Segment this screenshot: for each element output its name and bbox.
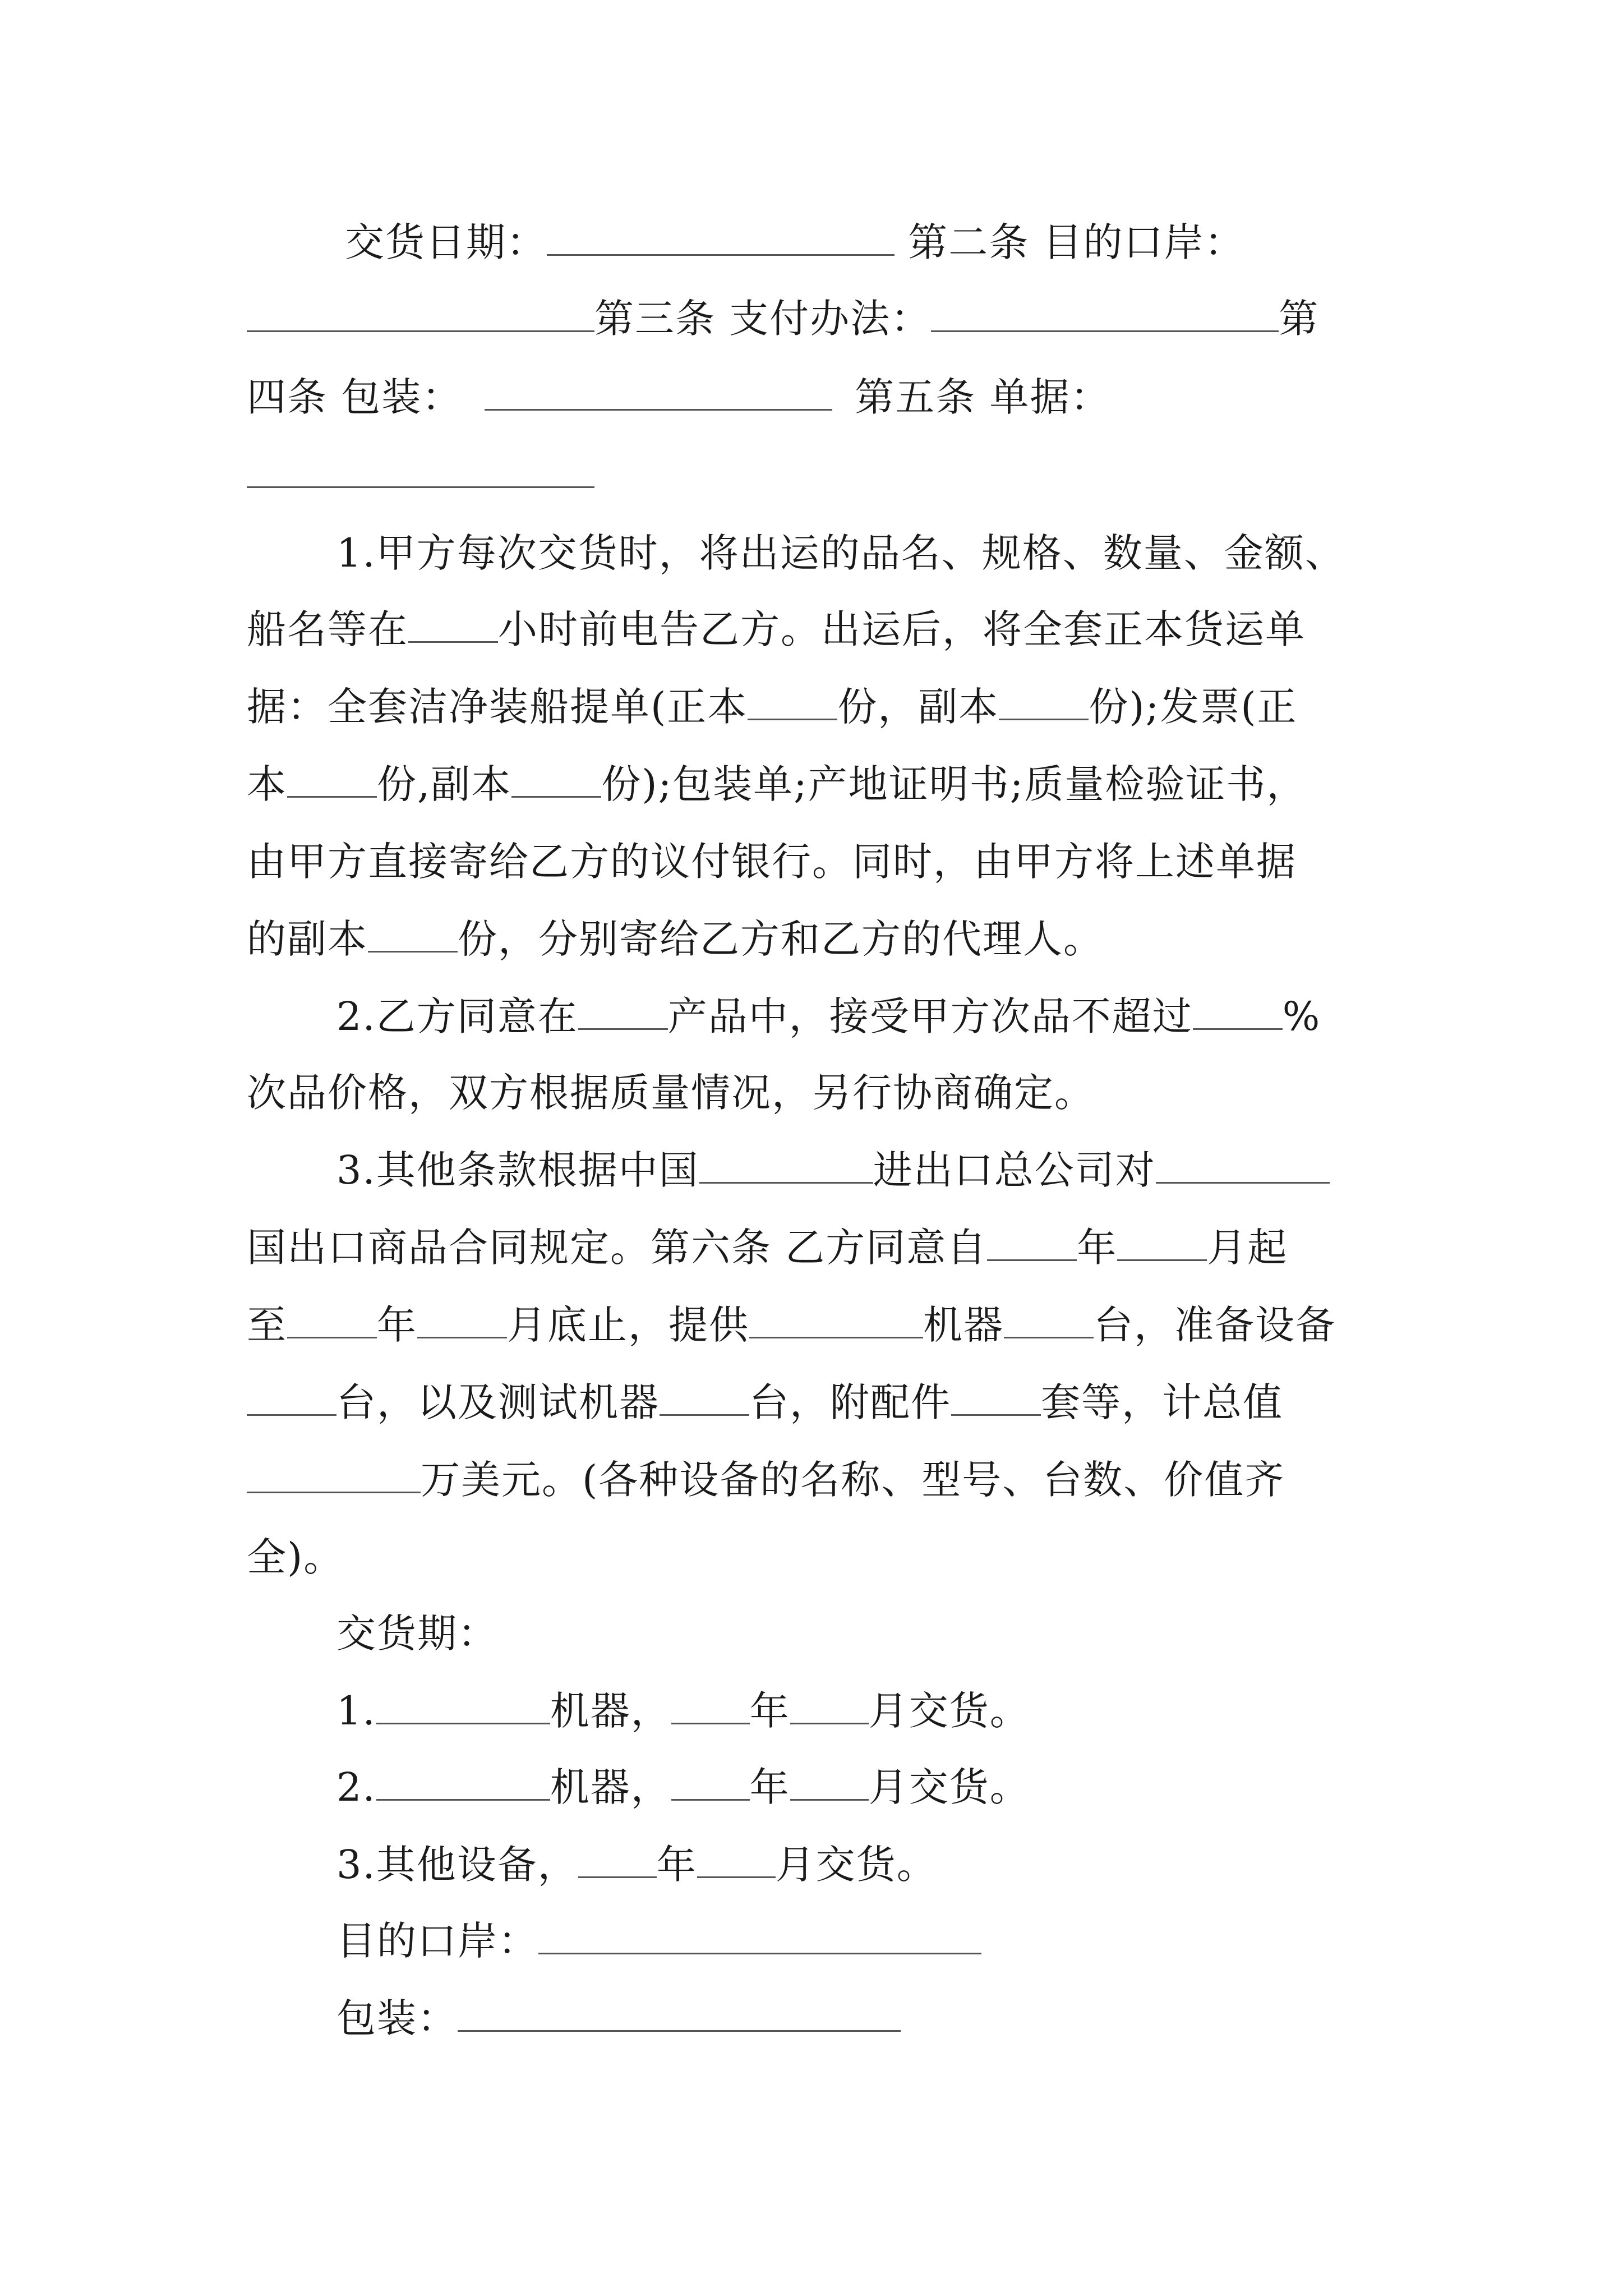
clause1-text-3b: 份，副本 [837, 684, 999, 730]
start-year-blank[interactable] [987, 1226, 1077, 1261]
clause1-line-3 [247, 681, 1385, 733]
article5-documents-label: 第五条 单据： [855, 374, 1111, 420]
article3-payment-label: 第三条 支付办法： [594, 296, 932, 342]
clause1-line-1 [336, 527, 1385, 579]
documents-blank[interactable] [247, 453, 594, 488]
clause1-text-4a: 本 [247, 761, 287, 807]
clause1-text-2b: 小时前电告乙方。出运后，将全套正本货运单 [498, 606, 1306, 652]
delivery-date-label: 交货日期： [345, 219, 547, 265]
packing-line [336, 1993, 1385, 2044]
destination-port-line [336, 1915, 1385, 1967]
clause1-text-5: 由甲方直接寄给乙方的议付银行。同时，由甲方将上述单据 [247, 839, 1297, 885]
test-machine-blank[interactable] [660, 1381, 749, 1416]
delivery-title: 交货期： [336, 1611, 498, 1657]
port-blank[interactable] [247, 297, 594, 332]
delivery-item-3-month: 月交货。 [775, 1842, 937, 1888]
delivery-item-1-num: 1. [336, 1688, 376, 1734]
machine-type-blank[interactable] [749, 1303, 923, 1338]
packing-label: 包装： [336, 1995, 458, 2041]
delivery-item-2-text: 机器， [550, 1764, 671, 1810]
delivery-1-machine-blank[interactable] [376, 1689, 550, 1724]
clause3-text-2a: 国出口商品合同规定。第六条 乙方同意自 [247, 1225, 988, 1271]
clause3-line-4 [247, 1377, 1385, 1428]
delivery-2-year-blank[interactable] [671, 1765, 750, 1801]
clause3-line-5 [247, 1454, 1385, 1506]
header-line-2 [247, 293, 1385, 344]
clause2-text-2: 次品价格，双方根据质量情况，另行协商确定。 [247, 1070, 1095, 1116]
payment-blank[interactable] [931, 297, 1279, 332]
packing-blank[interactable] [485, 375, 832, 411]
clause1-line-5 [247, 836, 1385, 887]
percent-sign: % [1282, 993, 1321, 1039]
delivery-2-machine-blank[interactable] [376, 1765, 550, 1801]
clause3-text-6: 全)。 [247, 1534, 344, 1580]
machine-count-blank[interactable] [1004, 1303, 1094, 1338]
clause1-text-6a: 的副本 [247, 916, 368, 962]
bl-original-blank[interactable] [748, 685, 837, 720]
defect-percent-blank[interactable] [1193, 995, 1283, 1030]
clause3-text-4c: 套等，计总值 [1041, 1379, 1283, 1425]
clause1-text-4c: 份);包装单;产地证明书;质量检验证书， [601, 761, 1307, 807]
document-copy-blank[interactable] [368, 917, 458, 953]
bl-copy-blank[interactable] [999, 685, 1089, 720]
clause3-text-4a: 台，以及测试机器 [336, 1379, 660, 1425]
delivery-item-2-year: 年 [749, 1764, 790, 1810]
clause3-text-3a: 至 [247, 1302, 287, 1348]
clause1-text-3c: 份);发票(正 [1089, 684, 1298, 730]
clause3-line-6 [247, 1531, 1385, 1583]
clause3-line-3 [247, 1299, 1385, 1351]
delivery-title-line [336, 1608, 1385, 1659]
total-value-blank[interactable] [247, 1458, 421, 1493]
clause1-text-2a: 船名等在 [247, 606, 408, 652]
clause3-text-1b: 进出口总公司对 [873, 1147, 1156, 1193]
end-month-blank[interactable] [417, 1303, 507, 1338]
packing-detail-blank[interactable] [458, 1996, 901, 2032]
clause2-line-2 [247, 1067, 1385, 1119]
start-month-blank[interactable] [1117, 1226, 1207, 1261]
delivery-date-blank[interactable] [547, 220, 895, 256]
delivery-item-1-year: 年 [749, 1688, 790, 1734]
header-line-1 [345, 217, 1385, 268]
clause3-text-1a: 3.其他条款根据中国 [336, 1147, 699, 1193]
delivery-1-month-blank[interactable] [790, 1689, 869, 1724]
article2-port-label: 第二条 目的口岸： [908, 219, 1245, 265]
clause3-text-3b: 年 [377, 1302, 417, 1348]
clause3-text-2b: 年 [1077, 1225, 1118, 1271]
header-line-3 [247, 371, 1385, 423]
clause1-text-1: 1.甲方每次交货时，将出运的品名、规格、数量、金额、 [336, 530, 1345, 576]
accessory-blank[interactable] [951, 1381, 1041, 1416]
invoice-copy-blank[interactable] [511, 762, 601, 798]
clause3-text-5: 万美元。(各种设备的名称、型号、台数、价值齐 [421, 1457, 1285, 1503]
invoice-original-blank[interactable] [287, 762, 377, 798]
end-year-blank[interactable] [287, 1303, 377, 1338]
destination-port-blank[interactable] [538, 1919, 981, 1954]
clause1-text-3a: 据：全套洁净装船提单(正本 [247, 684, 748, 730]
header-line-4 [247, 449, 1385, 500]
corporation-blank[interactable] [699, 1148, 873, 1184]
delivery-2-month-blank[interactable] [790, 1765, 869, 1801]
delivery-item-3-text: 3.其他设备， [336, 1842, 578, 1888]
clause3-text-3c: 月底止，提供 [507, 1302, 749, 1348]
delivery-item-3 [336, 1839, 1385, 1890]
clause3-line-2 [247, 1222, 1385, 1273]
article4-packing-label: 四条 包装： [247, 374, 463, 420]
clause2-text-1a: 2.乙方同意在 [336, 993, 578, 1039]
clause3-text-2c: 月起 [1207, 1225, 1288, 1271]
delivery-1-year-blank[interactable] [671, 1689, 750, 1724]
delivery-item-3-year: 年 [656, 1842, 697, 1888]
clause1-text-6b: 份，分别寄给乙方和乙方的代理人。 [458, 916, 1104, 962]
delivery-item-1-month: 月交货。 [868, 1688, 1030, 1734]
product-blank[interactable] [578, 995, 668, 1030]
clause3-text-3d: 机器 [923, 1302, 1004, 1348]
clause1-line-2 [247, 604, 1385, 655]
delivery-item-1 [336, 1685, 1385, 1737]
clause1-text-4b: 份,副本 [377, 761, 512, 807]
clause3-line-1 [336, 1144, 1385, 1196]
article4-prefix: 第 [1279, 296, 1320, 342]
clause1-line-4 [247, 758, 1385, 810]
country-blank[interactable] [1156, 1148, 1330, 1184]
clause2-line-1 [336, 991, 1385, 1042]
delivery-item-2 [336, 1761, 1385, 1813]
clause3-text-3e: 台，准备设备 [1094, 1302, 1336, 1348]
delivery-3-month-blank[interactable] [697, 1843, 776, 1878]
hours-blank[interactable] [408, 608, 498, 643]
delivery-3-year-blank[interactable] [578, 1843, 657, 1878]
equipment-count-blank[interactable] [247, 1381, 336, 1416]
delivery-item-2-month: 月交货。 [868, 1764, 1030, 1810]
clause3-text-4b: 台，附配件 [749, 1379, 951, 1425]
delivery-item-1-text: 机器， [550, 1688, 671, 1734]
clause2-text-1b: 产品中，接受甲方次品不超过 [667, 993, 1193, 1039]
destination-port-label: 目的口岸： [336, 1918, 538, 1964]
delivery-item-2-num: 2. [336, 1764, 376, 1810]
clause1-line-6 [247, 913, 1385, 965]
